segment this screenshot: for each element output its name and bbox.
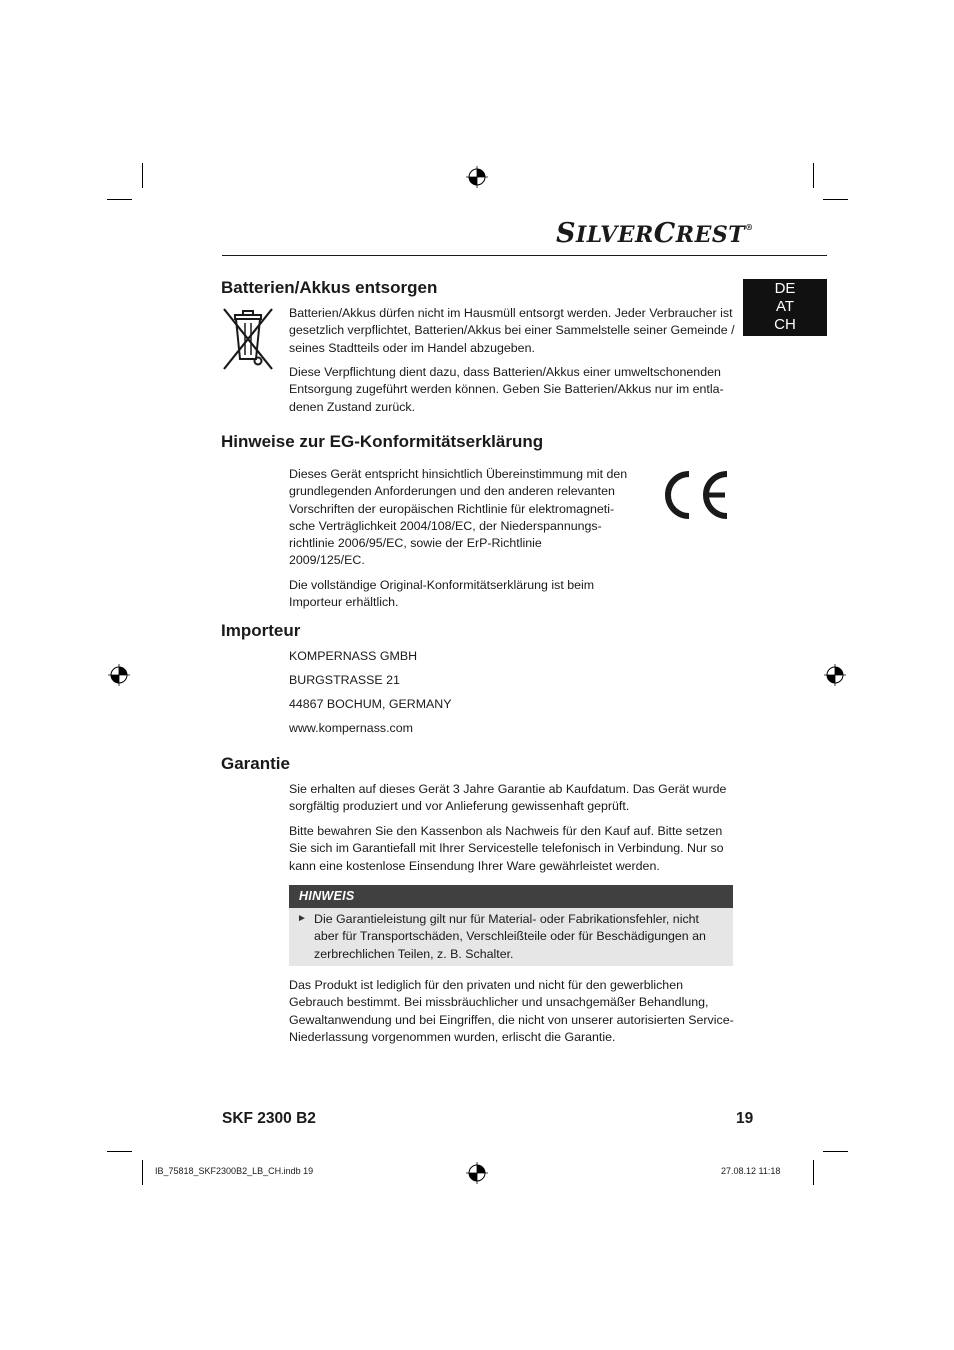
registration-mark-icon bbox=[466, 166, 488, 188]
crop-mark bbox=[107, 1151, 132, 1152]
paragraph: Diese Verpflichtung dient dazu, dass Batterien/Akkus einer umweltschonenden Entsorgung zugeführt werden können. Geben Sie Batterien/Akkus nur im entla- denen Zustand zurück. bbox=[289, 365, 724, 414]
importer-city: 44867 BOCHUM, GERMANY bbox=[289, 697, 452, 711]
lang-ch: CH bbox=[774, 316, 796, 333]
ce-mark-icon bbox=[657, 470, 730, 520]
header-rule bbox=[222, 255, 827, 256]
registration-mark-icon bbox=[466, 1162, 488, 1184]
crop-mark bbox=[107, 199, 132, 200]
crop-mark bbox=[142, 1160, 143, 1185]
crop-mark bbox=[823, 1151, 848, 1152]
triangle-bullet-icon: ► bbox=[297, 913, 307, 924]
hinweis-header bbox=[289, 885, 733, 908]
lang-de: DE bbox=[774, 280, 796, 297]
crop-mark bbox=[813, 1160, 814, 1185]
crop-mark bbox=[142, 163, 143, 188]
paragraph: Dieses Gerät entspricht hinsichtlich Übereinstimmung mit den grundlegenden Anforderungen und den anderen relevanten Vorschriften der europäischen Richtlinie für elektromagneti- sche Verträglichkeit 2004/108/EC, der Niederspannungs- richtlinie 2006/95/EC, sowie der ErP-Richtlinie 2009/125/EC. bbox=[289, 467, 628, 568]
heading-importeur: Importeur bbox=[221, 621, 301, 640]
registration-mark-icon bbox=[108, 664, 130, 686]
paragraph: Das Produkt ist lediglich für den privaten und nicht für den gewerblichen Gebrauch bestimmt. Bei missbräuchlicher und unsachgemäßer Behandlung, Gewaltanwendung und bei Eingriffen, die nicht von unserer autorisierten Service- Niederlassung vorgenommen wurden, erlischt die Garantie. bbox=[289, 978, 734, 1044]
crossed-bin-icon bbox=[221, 307, 275, 371]
registration-mark-icon bbox=[824, 664, 846, 686]
lang-at: AT bbox=[775, 298, 795, 315]
crop-mark bbox=[813, 163, 814, 188]
importer-street: BURGSTRASSE 21 bbox=[289, 673, 400, 687]
slug-date: 27.08.12 11:18 bbox=[721, 1166, 781, 1176]
importer-website[interactable]: www.kompernass.com bbox=[289, 721, 413, 735]
slug-filename: IB_75818_SKF2300B2_LB_CH.indb 19 bbox=[155, 1166, 314, 1176]
paragraph: Sie erhalten auf dieses Gerät 3 Jahre Garantie ab Kaufdatum. Das Gerät wurde sorgfältig produziert und vor Anlieferung gewissenhaft geprüft. bbox=[289, 782, 727, 814]
heading-garantie: Garantie bbox=[221, 754, 290, 773]
page-number: 19 bbox=[736, 1110, 754, 1127]
paragraph: Batterien/Akkus dürfen nicht im Hausmüll entsorgt werden. Jeder Verbraucher ist gesetzlich verpflichtet, Batterien/Akkus bei einer Sammelstelle seiner Gemeinde / seines Stadtteils oder im Handel abzugeben. bbox=[289, 306, 735, 355]
crop-mark bbox=[823, 199, 848, 200]
importer-name: KOMPERNASS GMBH bbox=[289, 649, 418, 663]
heading-konformitaet: Hinweise zur EG-Konformitätserklärung bbox=[221, 432, 544, 451]
heading-batterien: Batterien/Akkus entsorgen bbox=[221, 278, 438, 297]
paragraph: Bitte bewahren Sie den Kassenbon als Nachweis für den Kauf auf. Bitte setzen Sie sich im Garantiefall mit Ihrer Servicestelle telefonisch in Verbindung. Nur so kann eine kostenlose Einsendung Ihrer Ware gewährleistet werden. bbox=[289, 824, 724, 873]
paragraph: Die vollständige Original-Konformitätserklärung ist beim Importeur erhältlich. bbox=[289, 578, 595, 610]
brand-logo: SILVERCREST® bbox=[556, 218, 754, 249]
hinweis-title: HINWEIS bbox=[299, 889, 355, 903]
hinweis-box bbox=[289, 908, 733, 966]
footer-model: SKF 2300 B2 bbox=[222, 1110, 316, 1127]
hinweis-text: Die Garantieleistung gilt nur für Material- oder Fabrikationsfehler, nicht aber für Transportschäden, Verschleißteile oder für Beschädigungen an zerbrechlichen Teilen, z. B. Schalter. bbox=[314, 912, 706, 961]
language-tab bbox=[743, 279, 827, 336]
